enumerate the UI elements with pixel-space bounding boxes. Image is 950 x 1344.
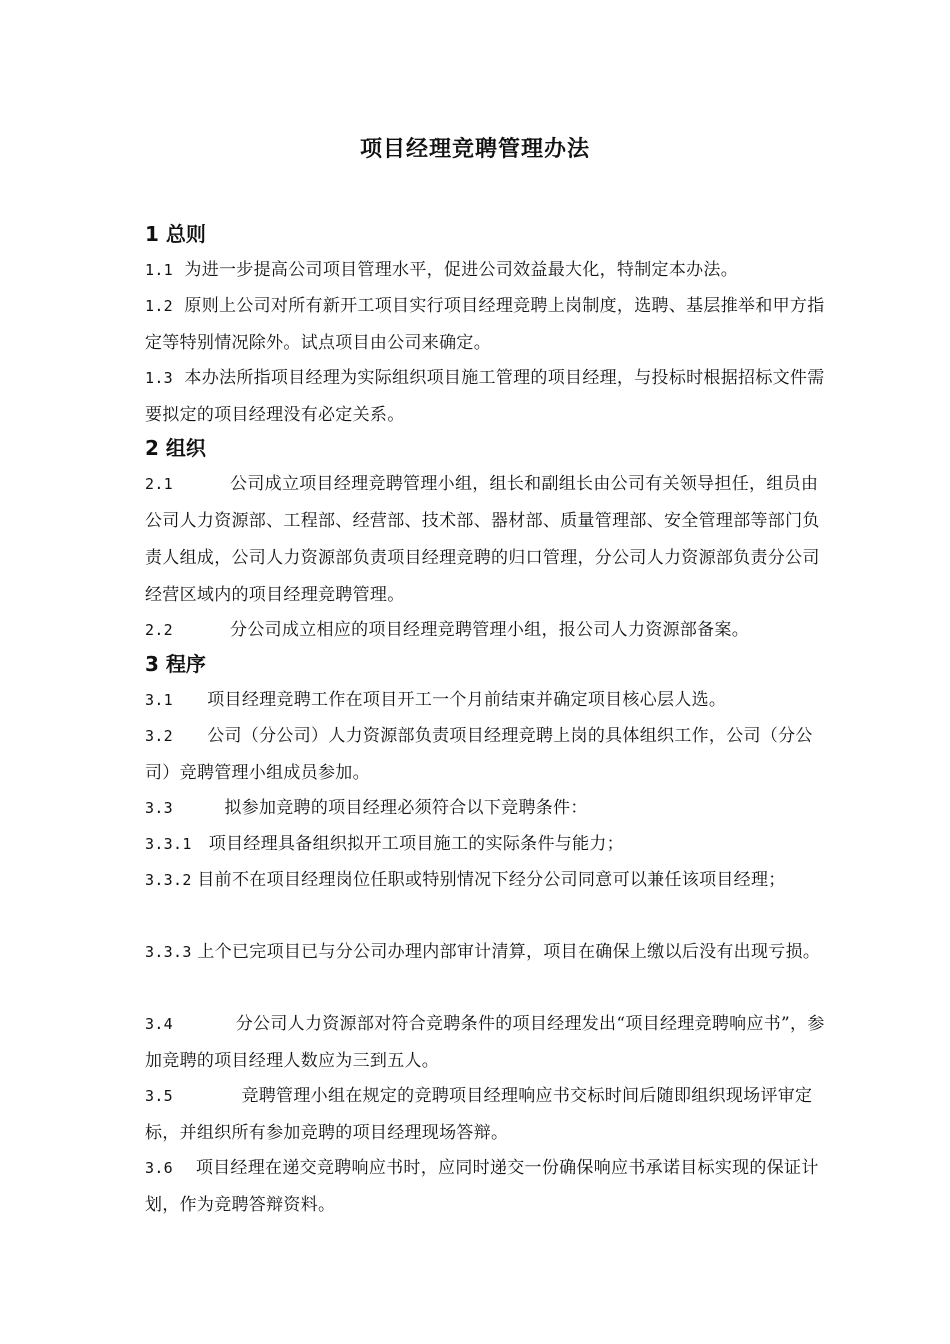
paragraph-3-2 (145, 718, 825, 792)
paragraph-number: 2.1 (145, 475, 173, 493)
paragraph-text: 分公司成立相应的项目经理竞聘管理小组，报公司人力资源部备案。 (230, 620, 750, 640)
paragraph-text: 项目经理竞聘工作在项目开工一个月前结束并确定项目核心层人选。 (207, 690, 727, 710)
paragraph-number: 3.3.2 (145, 871, 192, 889)
paragraph-text: 上个已完项目已与分公司办理内部审计清算，项目在确保上缴以后没有出现亏损。 (197, 942, 821, 962)
paragraph-3-3 (145, 790, 825, 827)
paragraph-3-6 (145, 1150, 825, 1224)
paragraph-3-1 (145, 682, 825, 719)
paragraph-text: 项目经理具备组织拟开工项目施工的实际条件与能力； (208, 834, 624, 854)
paragraph-number: 3.5 (145, 1087, 173, 1105)
paragraph-2-2 (145, 612, 825, 649)
paragraph-number: 3.1 (145, 691, 173, 709)
paragraph-number: 3.3 (145, 799, 173, 817)
paragraph-1-2 (145, 288, 825, 362)
paragraph-number: 1.2 (145, 297, 173, 315)
paragraph-number: 3.3.3 (145, 943, 192, 961)
paragraph-text: 为进一步提高公司项目管理水平，促进公司效益最大化，特制定本办法。 (184, 260, 739, 280)
paragraph-text: 目前不在项目经理岗位任职或特别情况下经分公司同意可以兼任该项目经理； (197, 870, 786, 890)
paragraph-number: 3.3.1 (145, 835, 192, 853)
paragraph-text: 公司成立项目经理竞聘管理小组，组长和副组长由公司有关领导担任，组员由公司人力资源部、工程部、经营部、技术部、器材部、质量管理部、安全管理部等部门负责人组成，公司人力资源部负责项目经理竞聘的归口管理，分公司人力资源部负责分公司经营区域内的项目经理竞聘管理。 (145, 474, 820, 605)
document-title: 项目经理竞聘管理办法 (359, 137, 590, 162)
paragraph-number: 2.2 (145, 621, 173, 639)
paragraph-1-1 (145, 252, 825, 289)
paragraph-text: 项目经理在递交竞聘响应书时，应同时递交一份确保响应书承诺目标实现的保证计划，作为竞聘答辩资料。 (145, 1158, 819, 1215)
section-heading-organization: 2 组织 (145, 436, 206, 460)
paragraph-number: 3.4 (145, 1015, 173, 1033)
paragraph-text: 本办法所指项目经理为实际组织项目施工管理的项目经理，与投标时根据招标文件需要拟定的项目经理没有必定关系。 (145, 368, 825, 425)
paragraph-3-5 (145, 1078, 825, 1152)
paragraph-number: 3.2 (145, 727, 173, 745)
section-heading-procedure: 3 程序 (145, 652, 206, 676)
paragraph-text: 原则上公司对所有新开工项目实行项目经理竞聘上岗制度，选聘、基层推举和甲方指定等特别情况除外。试点项目由公司来确定。 (145, 296, 825, 353)
paragraph-1-3 (145, 360, 825, 434)
paragraph-3-3-3 (145, 934, 825, 971)
paragraph-text: 拟参加竞聘的项目经理必须符合以下竞聘条件： (224, 798, 588, 818)
paragraph-number: 1.3 (145, 369, 173, 387)
paragraph-2-1 (145, 466, 835, 614)
paragraph-text: 竞聘管理小组在规定的竞聘项目经理响应书交标时间后随即组织现场评审定标，并组织所有参加竞聘的项目经理现场答辩。 (145, 1086, 813, 1143)
paragraph-3-3-1 (145, 826, 825, 863)
section-heading-general: 1 总则 (145, 222, 206, 246)
paragraph-text: 分公司人力资源部对符合竞聘条件的项目经理发出“项目经理竞聘响应书”，参加竞聘的项目经理人数应为三到五人。 (145, 1014, 825, 1071)
paragraph-text: 公司（分公司）人力资源部负责项目经理竞聘上岗的具体组织工作，公司（分公司）竞聘管理小组成员参加。 (145, 726, 813, 783)
paragraph-number: 1.1 (145, 261, 173, 279)
paragraph-3-4 (145, 1006, 825, 1080)
paragraph-3-3-2 (145, 862, 825, 899)
paragraph-number: 3.6 (145, 1159, 173, 1177)
